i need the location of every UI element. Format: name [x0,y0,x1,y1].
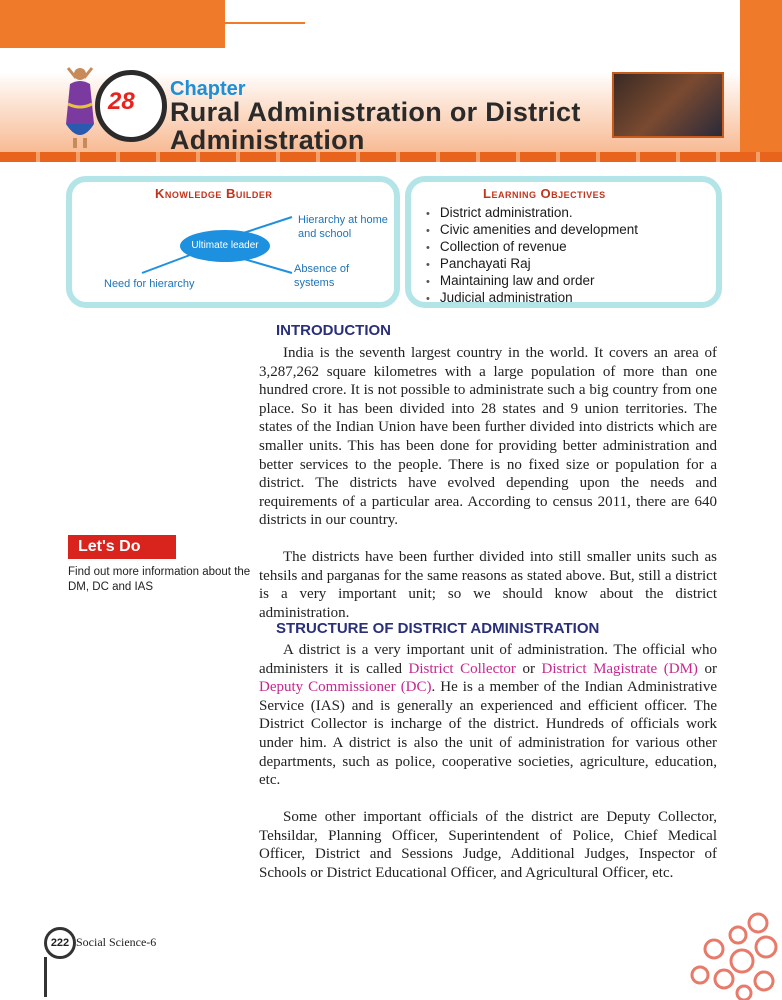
header-orange-edge [740,0,782,160]
lets-do-text: Find out more information about the DM, DC and IAS [68,566,251,593]
objective-item: • Judicial administration [426,290,638,307]
introduction-paragraph-2: The districts have been further divided into still smaller units such as tehsils and parganas for the same reasons as stated above. But, still a district is a very important unit; so we should know about the district administration. [259,549,717,621]
term-deputy-commissioner: Deputy Commissioner (DC) [259,679,432,696]
objective-item: • Maintaining law and order [426,273,638,290]
mindmap-center: Ultimate leader [180,230,270,262]
term-district-magistrate: District Magistrate (DM) [541,660,698,677]
objective-item: • District administration. [426,205,638,222]
chapter-title: Rural Administration or District Administration [170,97,581,155]
learning-objectives-title: Learning Objectives [483,186,606,201]
footer-bar [44,957,47,997]
introduction-paragraph-1: India is the seventh largest country in the world. It covers an area of 3,287,262 square kilometres with a large population of more than one hundred crore. It is not possible to administrate such a big country from one place. So it has been divided into 28 states and 9 union territories. The states of the Indian Union have been further divided into districts which are smaller units. This has been done for providing better administration and better services to the people. There is no fixed size or population for a district. The districts have evolved depending upon the needs and requirements of a particular area. According to census 2011, there are 640 districts in our country. [259,345,717,529]
book-title: Social Science-6 [76,935,157,949]
structure-heading: STRUCTURE OF DISTRICT ADMINISTRATION [276,620,600,637]
mindmap-node-right: Absence of systems [294,263,350,289]
page-number: 222 [44,927,76,959]
header-orange-block [0,0,225,48]
structure-paragraph-1 [259,641,717,790]
mindmap-node-left: Need for hierarchy [104,278,195,290]
mindmap-node-top: Hierarchy at home and school [298,214,388,240]
structure-text: or [697,660,717,677]
structure-text: A district is a very important unit of administration. The official who administers it is called [259,642,717,677]
header-line [225,22,305,24]
structure-paragraph-2: Some other important officials of the district are Deputy Collector, Tehsildar, Planning Officer, Superintendent of Police, Chief Medical Officer, District and Sessions Judge, Additional Judges, Inspector of Schools or District Educational Officer, and Agricultural Officer, etc. [259,809,717,881]
chapter-number: 28 [108,88,135,115]
lets-do-label: Let's Do [68,535,176,559]
introduction-heading: INTRODUCTION [276,322,391,339]
decorative-circles [680,905,780,1000]
chapter-label: Chapter [170,78,246,100]
structure-text: or [515,660,542,677]
knowledge-builder-title: Knowledge Builder [155,186,273,201]
objective-item: • Panchayati Raj [426,256,638,273]
objective-item: • Civic amenities and development [426,222,638,239]
objective-item: • Collection of revenue [426,239,638,256]
term-district-collector: District Collector [408,660,516,677]
classroom-photo [612,72,724,138]
structure-text: . He is a member of the Indian Administrative Service (IAS) and is generally an experienced and efficient officer. The District Collector is incharge of the district. Hundreds of officials work under him. A district is also the unit of administration for various other departments, such as police, cooperative societies, agriculture, education, etc. [259,679,717,789]
learning-objectives-list [426,205,638,307]
